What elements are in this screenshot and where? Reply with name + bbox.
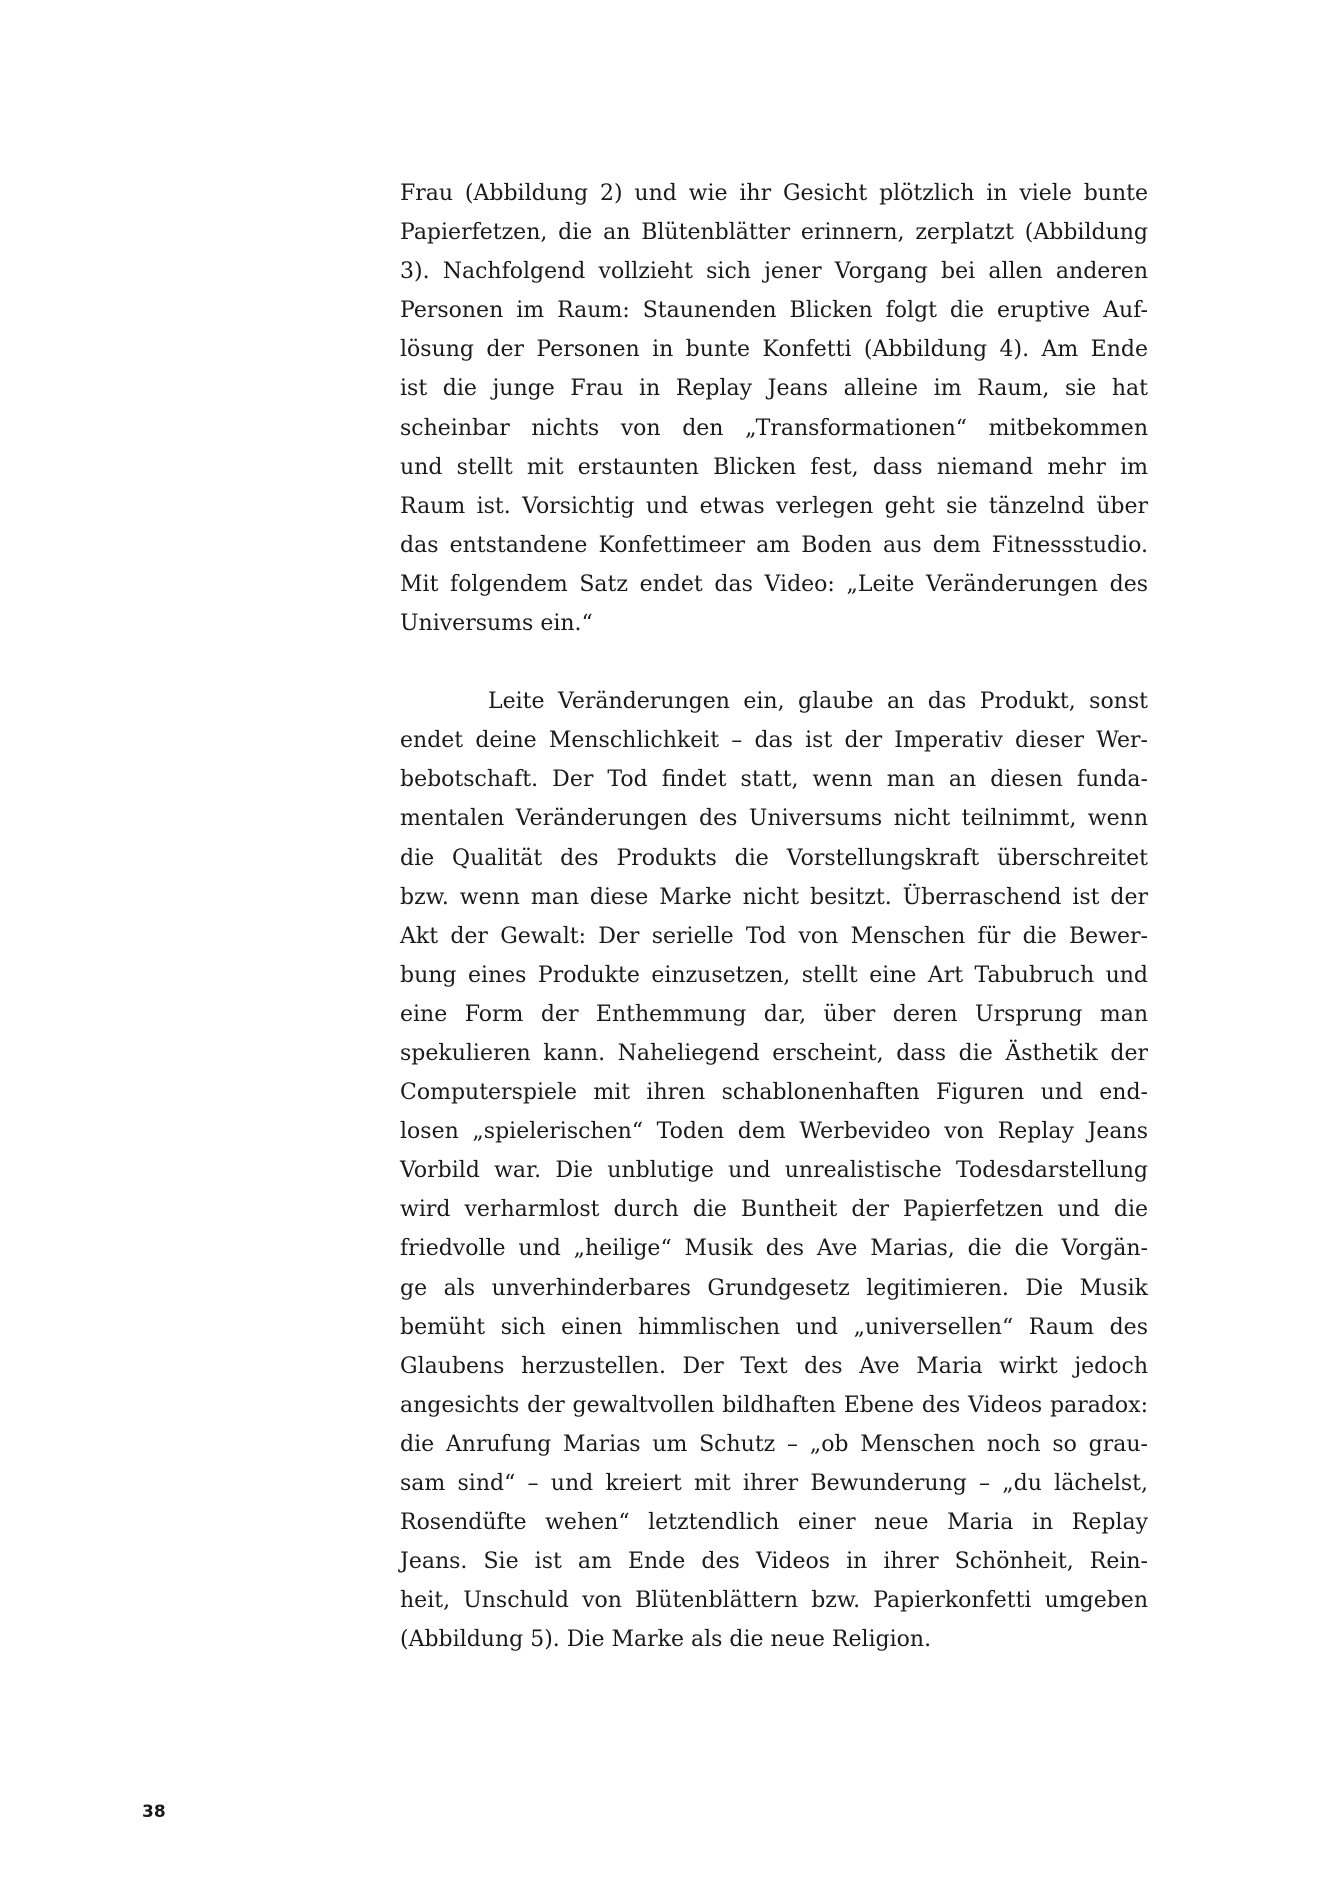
text-line: Mit folgendem Satz endet das Video: „Leite Veränderungen des [400,571,1148,597]
text-line: Leite Veränderungen ein, glaube an das Produkt, sonst [488,689,1148,715]
body-text [400,174,1148,1659]
text-line: bung eines Produkte einzusetzen, stellt eine Art Tabubruch und [400,962,1148,988]
text-line: Akt der Gewalt: Der serielle Tod von Menschen für die Bewer- [400,923,1148,949]
text-line: bzw. wenn man diese Marke nicht besitzt. Überraschend ist der [400,884,1148,910]
paragraph-gap [400,643,1148,682]
text-line: Universums ein.“ [400,611,593,637]
text-line: die Anrufung Marias um Schutz – „ob Menschen noch so grau- [400,1431,1148,1457]
text-line: lösung der Personen in bunte Konfetti (Abbildung 4). Am Ende [400,337,1148,363]
text-line: (Abbildung 5). Die Marke als die neue Religion. [400,1627,932,1653]
text-line: scheinbar nichts von den „Transformationen“ mitbekommen [400,415,1148,441]
text-line: angesichts der gewaltvollen bildhaften Ebene des Videos paradox: [400,1392,1148,1418]
text-line: Computerspiele mit ihren schablonenhaften Figuren und end- [400,1080,1148,1106]
text-line: bemüht sich einen himmlischen und „universellen“ Raum des [400,1314,1148,1340]
text-line: spekulieren kann. Naheliegend erscheint, dass die Ästhetik der [400,1040,1148,1066]
text-line: sam sind“ – und kreiert mit ihrer Bewunderung – „du lächelst, [400,1471,1148,1496]
text-line: endet deine Menschlichkeit – das ist der Imperativ dieser Wer- [400,728,1148,754]
text-line: ge als unverhinderbares Grundgesetz legitimieren. Die Musik [400,1275,1148,1301]
text-line: friedvolle und „heilige“ Musik des Ave Marias, die die Vorgän- [400,1236,1148,1262]
text-line: Vorbild war. Die unblutige und unrealistische Todesdarstellung [400,1158,1148,1184]
text-line: Frau (Abbildung 2) und wie ihr Gesicht plötzlich in viele bunte [400,181,1148,206]
text-line: und stellt mit erstaunten Blicken fest, dass niemand mehr im [400,454,1148,480]
text-line: Jeans. Sie ist am Ende des Videos in ihrer Schönheit, Rein- [400,1549,1148,1575]
text-line: mentalen Veränderungen des Universums nicht teilnimmt, wenn [400,806,1148,832]
paragraph-2 [400,682,1148,1659]
text-line: Rosendüfte wehen“ letztendlich einer neue Maria in Replay [400,1510,1148,1536]
text-line: 3). Nachfolgend vollzieht sich jener Vorgang bei allen anderen [400,259,1148,285]
text-line: bebotschaft. Der Tod findet statt, wenn man an diesen funda- [400,767,1148,793]
text-line: heit, Unschuld von Blütenblättern bzw. Papierkonfetti umgeben [400,1588,1148,1614]
text-line: ist die junge Frau in Replay Jeans alleine im Raum, sie hat [400,376,1148,402]
text-line: Papierfetzen, die an Blütenblätter erinnern, zerplatzt (Abbildung [400,220,1148,246]
text-line: Glaubens herzustellen. Der Text des Ave Maria wirkt jedoch [400,1353,1148,1379]
page-number: 38 [142,1802,166,1822]
text-line: wird verharmlost durch die Buntheit der Papierfetzen und die [400,1197,1148,1223]
text-line: losen „spielerischen“ Toden dem Werbevideo von Replay Jeans [400,1119,1148,1145]
text-line: eine Form der Enthemmung dar, über deren Ursprung man [400,1001,1148,1027]
paragraph-1 [400,174,1148,643]
text-line: die Qualität des Produkts die Vorstellungskraft überschreitet [400,845,1148,871]
text-line: Personen im Raum: Staunenden Blicken folgt die eruptive Auf- [400,298,1148,324]
text-line: das entstandene Konfettimeer am Boden aus dem Fitnessstudio. [400,532,1148,558]
text-line: Raum ist. Vorsichtig und etwas verlegen geht sie tänzelnd über [400,493,1148,519]
